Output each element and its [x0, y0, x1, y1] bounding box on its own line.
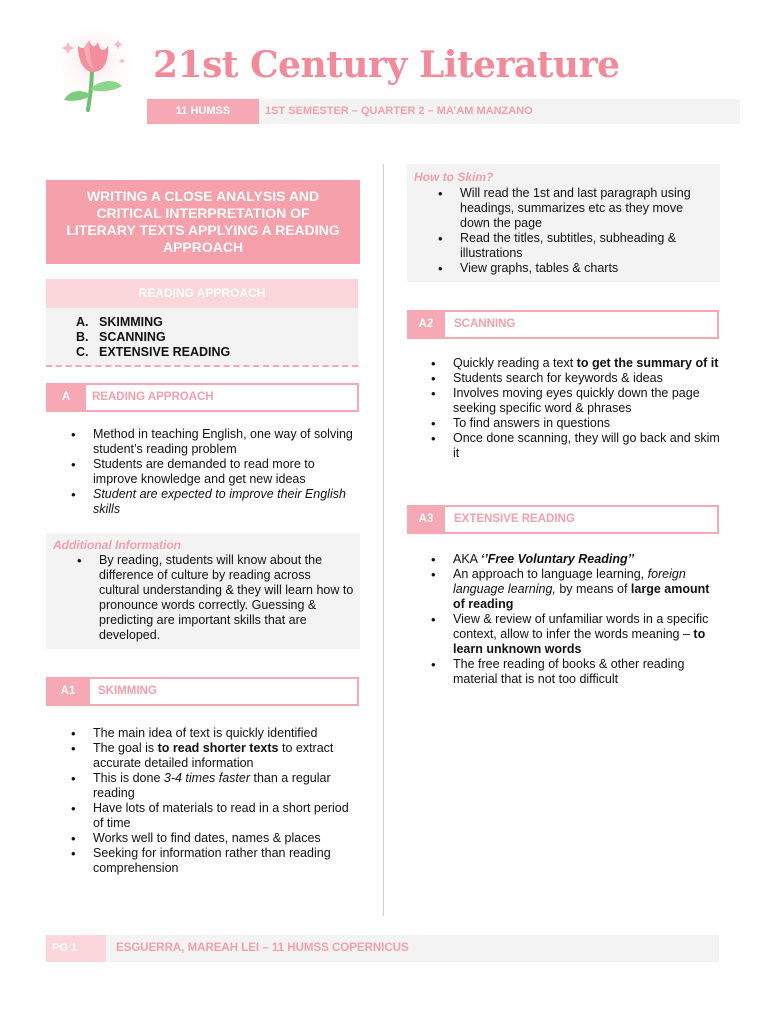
list-item: • This is done 3-4 times faster than a regular reading [70, 771, 360, 801]
list-item: • Works well to find dates, names & places [70, 831, 360, 846]
section-label: SCANNING [454, 318, 516, 330]
page-title: 21st Century Literature [153, 44, 620, 86]
list-item: • The goal is to read shorter texts to extract accurate detailed information [70, 741, 360, 771]
list-item: • Students search for keywords & ideas [430, 371, 720, 386]
list-item: • An approach to language learning, foreign language learning, by means of large amount of reading [430, 567, 722, 612]
list-item: • Seeking for information rather than reading comprehension [70, 846, 360, 876]
section-a-bullets [70, 427, 360, 517]
list-item: • Involves moving eyes quickly down the page seeking specific word & phrases [430, 386, 720, 416]
section-tag: A1 [46, 677, 90, 706]
list-item: • Students are demanded to read more to improve knowledge and get new ideas [70, 457, 360, 487]
list-item [46, 315, 358, 330]
section-tag: A2 [407, 310, 445, 339]
list-item: • Student are expected to improve their English skills [70, 487, 360, 517]
additional-info-heading: Additional Information [53, 538, 181, 552]
section-tag: A [46, 383, 86, 412]
list-item: • Will read the 1st and last paragraph using headings, summarizes etc as they move down the page [437, 186, 715, 231]
page-number: PG 1 [46, 935, 106, 962]
section-tag: A3 [407, 505, 445, 534]
list-item-text: SCANNING [99, 330, 166, 344]
list-item [46, 345, 358, 360]
list-item: • Once done scanning, they will go back and skim it [430, 431, 720, 461]
list-marker: C. [76, 345, 89, 359]
reading-approach-list [46, 308, 358, 360]
section-a1-bullets [70, 726, 360, 876]
list-item: • The main idea of text is quickly identified [70, 726, 360, 741]
section-a-heading [46, 383, 359, 412]
list-item: • Read the titles, subtitles, subheading & illustrations [437, 231, 715, 261]
footer-author: ESGUERRA, MAREAH LEI – 11 HUMSS COPERNICUS [116, 942, 409, 954]
section-a3-heading [407, 505, 719, 534]
additional-info-list [76, 553, 354, 643]
list-item: • By reading, students will know about the difference of culture by reading across cultural understanding & they will learn how to pronounce words correctly. Guessing & predicting are important skills that are developed. [76, 553, 354, 643]
class-tag: 11 HUMSS [147, 99, 259, 124]
how-to-skim-heading: How to Skim? [414, 170, 494, 184]
section-label: EXTENSIVE READING [454, 513, 575, 525]
reading-approach-list-box [46, 308, 358, 367]
main-topic-title: WRITING A CLOSE ANALYSIS AND CRITICAL INTERPRETATION OF LITERARY TEXTS APPLYING A READING APPROACH [46, 180, 360, 264]
additional-info-box [46, 533, 360, 649]
section-label: READING APPROACH [92, 391, 214, 403]
how-to-skim-list [437, 186, 715, 276]
list-item: • View & review of unfamiliar words in a specific context, allow to infer the words meaning – to learn unknown words [430, 612, 722, 657]
reading-approach-heading: READING APPROACH [46, 279, 358, 308]
list-item-text: SKIMMING [99, 315, 163, 329]
column-divider [383, 164, 384, 916]
list-item [46, 330, 358, 345]
list-item: • Have lots of materials to read in a short period of time [70, 801, 360, 831]
list-marker: B. [76, 330, 89, 344]
list-item: • AKA ‘’Free Voluntary Reading’’ [430, 552, 722, 567]
section-a2-bullets [430, 356, 720, 461]
header-subtitle: 1ST SEMESTER – QUARTER 2 – MA’AM MANZANO [265, 105, 533, 117]
section-a3-bullets [430, 552, 722, 687]
list-item: • The free reading of books & other reading material that is not too difficult [430, 657, 722, 687]
list-item-text: EXTENSIVE READING [99, 345, 231, 359]
section-a1-heading [46, 677, 359, 706]
section-a2-heading [407, 310, 719, 339]
list-marker: A. [76, 315, 89, 329]
list-item: • Method in teaching English, one way of solving student’s reading problem [70, 427, 360, 457]
tulip-logo-icon [48, 18, 144, 118]
list-item: • To find answers in questions [430, 416, 720, 431]
how-to-skim-box [407, 164, 720, 282]
list-item: • Quickly reading a text to get the summary of it [430, 356, 720, 371]
section-label: SKIMMING [98, 685, 157, 697]
list-item: • View graphs, tables & charts [437, 261, 715, 276]
